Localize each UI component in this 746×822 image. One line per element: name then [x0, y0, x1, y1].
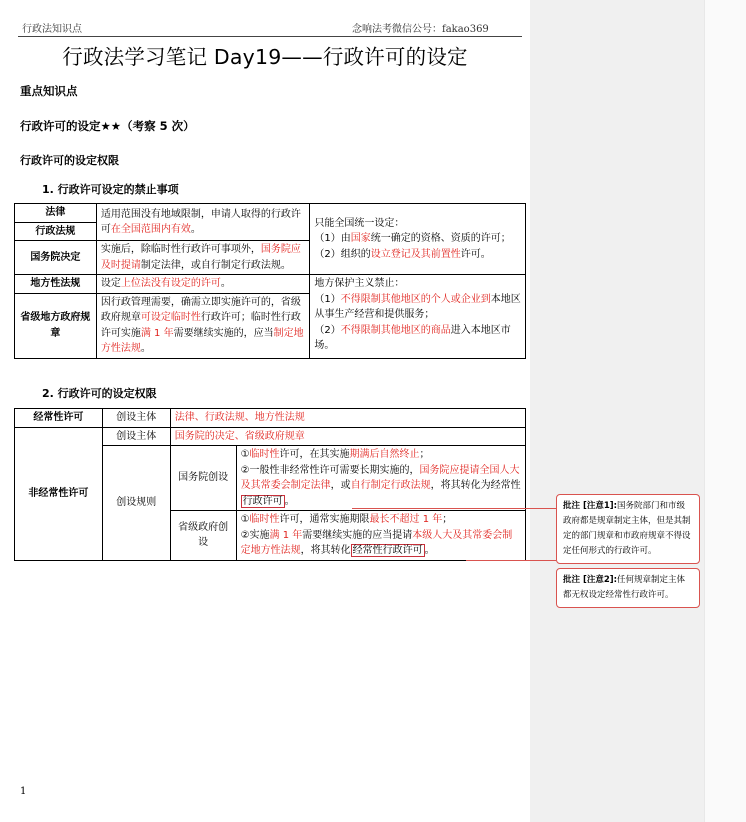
comment-2-tag: 批注 [注意2]: — [563, 575, 618, 585]
non-regular-permit-label: 非经常性许可 — [15, 427, 103, 560]
comment-1-tag: 批注 [注意1]: — [563, 501, 618, 511]
non-regular-subject-label: 创设主体 — [102, 427, 170, 446]
comment-2-text: 任何规章制定主体都无权设定经常性行政许可。 — [563, 575, 686, 600]
row-state-council-label: 国务院决定 — [15, 241, 97, 275]
comment-connector-1 — [352, 508, 556, 509]
header-right: 念响法考微信公号：fakao369 — [352, 24, 489, 35]
creation-rules-label: 创设规则 — [102, 446, 170, 561]
comment-anchor-1[interactable]: 行政许可 — [242, 495, 283, 507]
national-unified-cell: 只能全国统一设定： （1）由国家统一确定的资格、资质的许可； （2）组织的设立登记及其前置性许可。 — [310, 204, 526, 275]
row-local-regulation-label: 地方性法规 — [15, 275, 97, 294]
state-council-desc: 实施后，除临时性行政许可事项外，国务院应及时提请制定法律，或自行制定行政法规。 — [96, 241, 310, 275]
provincial-creation-rules: ①临时性许可，通常实施期限最长不超过 1 年； ②实施满 1 年需要继续实施的应当提请本级人大及其常委会制定地方性法规，将其转化 经常性行政许可 。 — [236, 511, 525, 561]
comment-connector-2 — [466, 560, 556, 561]
page-title: 行政法学习笔记 Day19——行政许可的设定 — [62, 45, 468, 69]
comment-balloon-1[interactable] — [556, 494, 700, 564]
header-rule — [18, 36, 522, 37]
state-council-creation-rules: ①临时性许可，在其实施期满后自然终止； ②一般性非经常性许可需要长期实施的，国务院应提请全国人大及其常委会制定法律，或自行制定行政法规，将其转化为经常性行政许可 。 — [236, 446, 525, 511]
regular-subject-label: 创设主体 — [102, 409, 170, 428]
anti-protectionism-cell: 地方保护主义禁止： （1）不得限制其他地区的个人或企业到本地区从事生产经营和提供服务； （2）不得限制其他地区的商品进入本地区市场。 — [310, 275, 526, 359]
right-scroll-area[interactable] — [704, 0, 746, 822]
provincial-creation-label: 省级政府创设 — [170, 511, 236, 561]
comment-balloon-2[interactable] — [556, 568, 700, 608]
law-regulation-desc: 适用范围没有地域限制，申请人取得的行政许可在全国范围内有效。 — [96, 204, 310, 241]
header-left: 行政法知识点 — [22, 24, 82, 35]
regular-permit-label: 经常性许可 — [15, 409, 103, 428]
heading-section-1: 1. 行政许可设定的禁止事项 — [42, 183, 179, 196]
row-admin-regulation-label: 行政法规 — [15, 222, 97, 241]
regular-subject-value: 法律、行政法规、地方性法规 — [170, 409, 525, 428]
row-law-label: 法律 — [15, 204, 97, 223]
state-council-creation-label: 国务院创设 — [170, 446, 236, 511]
comment-anchor-2[interactable]: 经常性行政许可 — [352, 545, 423, 556]
comment-1-text: 国务院部门和市级政府都是规章制定主体，但是其制定的部门规章和市政府规章不得设定任何形式的行政许可。 — [563, 501, 691, 556]
heading-authority: 行政许可的设定权限 — [20, 154, 119, 167]
row-provincial-rule-label: 省级地方政府规章 — [15, 293, 97, 358]
comment-margin — [530, 0, 704, 822]
non-regular-subject-value: 国务院的决定、省级政府规章 — [170, 427, 525, 446]
authority-table — [14, 408, 526, 561]
provincial-rule-desc: 因行政管理需要，确需立即实施许可的，省级政府规章可设定临时性行政许可；临时性行政许可实施满 1 年需要继续实施的，应当制定地方性法规。 — [96, 293, 310, 358]
heading-section-2: 2. 行政许可的设定权限 — [42, 387, 157, 400]
prohibition-table — [14, 203, 526, 359]
page-number: 1 — [20, 786, 27, 797]
heading-key-points: 重点知识点 — [20, 84, 78, 98]
local-regulation-desc: 设定上位法没有设定的许可。 — [96, 275, 310, 294]
heading-topic: 行政许可的设定★★（考察 5 次） — [20, 119, 195, 133]
